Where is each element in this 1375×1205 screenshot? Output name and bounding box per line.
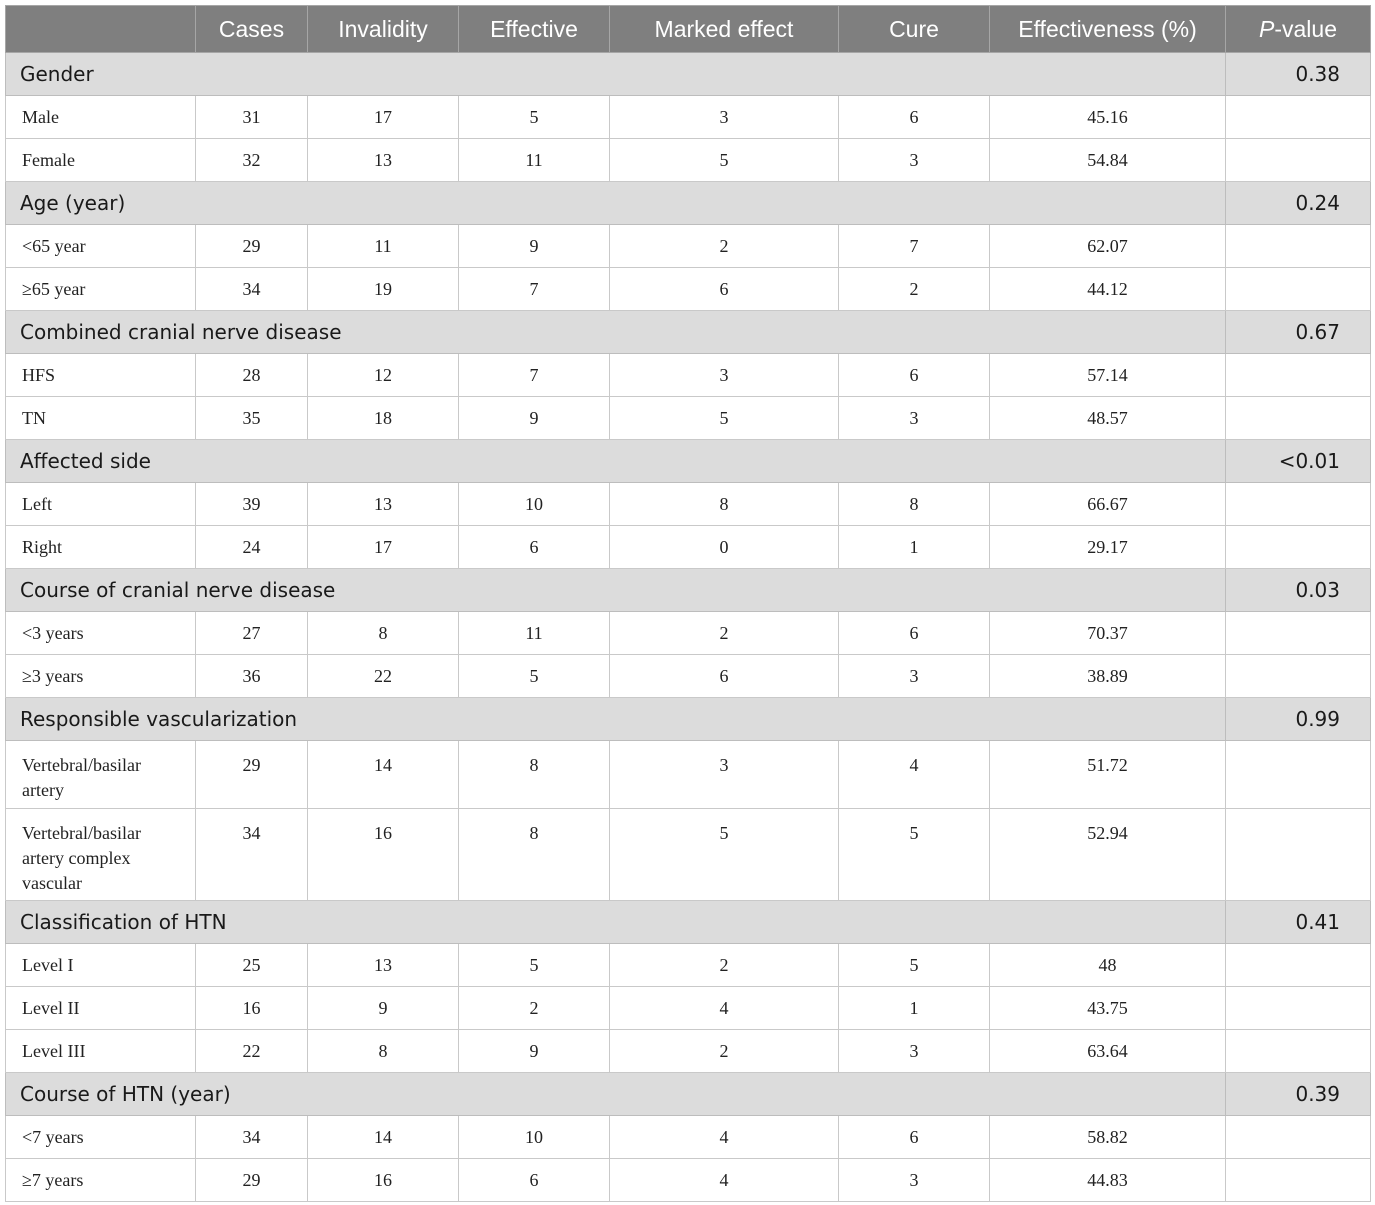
table-cell: 6 — [459, 526, 610, 569]
table-row — [6, 987, 1371, 1030]
row-label: Right — [6, 526, 196, 569]
table-cell-empty — [1226, 1159, 1371, 1202]
table-cell: 11 — [308, 225, 459, 268]
table-cell: 8 — [459, 809, 610, 901]
section-label: Gender — [6, 53, 1226, 96]
table-cell: 39 — [196, 483, 308, 526]
header-cell-p-value — [1226, 6, 1371, 53]
section-row — [6, 311, 1371, 354]
table-cell: 5 — [459, 944, 610, 987]
table-cell: 18 — [308, 397, 459, 440]
table-cell: 8 — [308, 612, 459, 655]
table-cell: 3 — [610, 96, 839, 139]
table-cell: 13 — [308, 483, 459, 526]
table-cell: 9 — [459, 225, 610, 268]
table-cell: 8 — [459, 741, 610, 809]
section-row — [6, 569, 1371, 612]
section-label: Affected side — [6, 440, 1226, 483]
table-cell: 5 — [839, 944, 990, 987]
table-cell: 3 — [610, 354, 839, 397]
table-cell: 29.17 — [990, 526, 1226, 569]
table-cell-empty — [1226, 655, 1371, 698]
section-p-value: 0.03 — [1226, 569, 1371, 612]
table-cell: 6 — [839, 96, 990, 139]
section-p-value: 0.41 — [1226, 901, 1371, 944]
table-row — [6, 225, 1371, 268]
table-cell-empty — [1226, 354, 1371, 397]
table-row — [6, 1116, 1371, 1159]
header-cell-invalidity: Invalidity — [308, 6, 459, 53]
table-cell: 14 — [308, 741, 459, 809]
table-cell: 48.57 — [990, 397, 1226, 440]
table-cell-empty — [1226, 483, 1371, 526]
table-cell: 6 — [839, 1116, 990, 1159]
header-cell-cases: Cases — [196, 6, 308, 53]
row-label: Female — [6, 139, 196, 182]
section-row — [6, 440, 1371, 483]
table-cell: 58.82 — [990, 1116, 1226, 1159]
table-cell: 29 — [196, 741, 308, 809]
table-cell: 3 — [839, 1159, 990, 1202]
table-cell: 44.12 — [990, 268, 1226, 311]
table-cell: 22 — [196, 1030, 308, 1073]
row-label: Level I — [6, 944, 196, 987]
table-cell: 34 — [196, 268, 308, 311]
table-cell: 57.14 — [990, 354, 1226, 397]
table-cell-empty — [1226, 225, 1371, 268]
table-container — [5, 5, 1370, 1202]
table-cell: 19 — [308, 268, 459, 311]
table-cell-empty — [1226, 987, 1371, 1030]
table-row — [6, 1159, 1371, 1202]
table-row — [6, 612, 1371, 655]
row-label: <7 years — [6, 1116, 196, 1159]
table-cell: 51.72 — [990, 741, 1226, 809]
table-cell: 17 — [308, 526, 459, 569]
table-cell: 11 — [459, 612, 610, 655]
table-row — [6, 397, 1371, 440]
table-cell: 5 — [459, 655, 610, 698]
row-label: Vertebral/basilar artery — [6, 741, 196, 809]
table-cell: 38.89 — [990, 655, 1226, 698]
table-cell: 24 — [196, 526, 308, 569]
table-row — [6, 526, 1371, 569]
table-cell: 34 — [196, 809, 308, 901]
row-label: Male — [6, 96, 196, 139]
table-cell: 22 — [308, 655, 459, 698]
table-cell: 52.94 — [990, 809, 1226, 901]
table-cell: 7 — [459, 268, 610, 311]
table-cell: 10 — [459, 483, 610, 526]
row-label: <65 year — [6, 225, 196, 268]
table-cell: 4 — [610, 987, 839, 1030]
table-cell: 70.37 — [990, 612, 1226, 655]
table-cell: 5 — [610, 139, 839, 182]
row-label: ≥7 years — [6, 1159, 196, 1202]
row-label: HFS — [6, 354, 196, 397]
p-italic: P — [1259, 15, 1275, 42]
table-cell: 2 — [610, 1030, 839, 1073]
table-cell: 27 — [196, 612, 308, 655]
table-cell: 25 — [196, 944, 308, 987]
table-cell-empty — [1226, 268, 1371, 311]
table-cell-empty — [1226, 944, 1371, 987]
table-cell: 62.07 — [990, 225, 1226, 268]
table-cell: 9 — [459, 397, 610, 440]
table-cell: 2 — [610, 944, 839, 987]
table-cell: 4 — [610, 1159, 839, 1202]
table-row — [6, 354, 1371, 397]
row-label: Vertebral/basilar artery complex vascular — [6, 809, 196, 901]
table-cell: 16 — [308, 1159, 459, 1202]
table-cell: 36 — [196, 655, 308, 698]
table-cell: 9 — [459, 1030, 610, 1073]
section-label: Combined cranial nerve disease — [6, 311, 1226, 354]
section-p-value: 0.39 — [1226, 1073, 1371, 1116]
table-cell: 3 — [610, 741, 839, 809]
section-row — [6, 1073, 1371, 1116]
table-row — [6, 268, 1371, 311]
table-cell: 66.67 — [990, 483, 1226, 526]
section-label: Age (year) — [6, 182, 1226, 225]
section-p-value: 0.99 — [1226, 698, 1371, 741]
table-cell: 8 — [308, 1030, 459, 1073]
section-p-value: <0.01 — [1226, 440, 1371, 483]
section-p-value: 0.38 — [1226, 53, 1371, 96]
table-row — [6, 1030, 1371, 1073]
table-cell: 7 — [839, 225, 990, 268]
section-row — [6, 182, 1371, 225]
table-cell-empty — [1226, 1030, 1371, 1073]
header-cell-effectiveness: Effectiveness (%) — [990, 6, 1226, 53]
table-cell: 13 — [308, 944, 459, 987]
row-label: ≥3 years — [6, 655, 196, 698]
table-cell: 29 — [196, 1159, 308, 1202]
table-cell: 16 — [196, 987, 308, 1030]
section-row — [6, 698, 1371, 741]
table-cell: 4 — [610, 1116, 839, 1159]
row-label: <3 years — [6, 612, 196, 655]
table-cell: 63.64 — [990, 1030, 1226, 1073]
table-cell: 29 — [196, 225, 308, 268]
p-rest: -value — [1274, 15, 1337, 42]
table-cell: 2 — [839, 268, 990, 311]
header-cell-blank — [6, 6, 196, 53]
table-cell: 45.16 — [990, 96, 1226, 139]
row-label: Left — [6, 483, 196, 526]
table-cell-empty — [1226, 741, 1371, 809]
table-cell-empty — [1226, 96, 1371, 139]
table-row — [6, 741, 1371, 809]
row-label: ≥65 year — [6, 268, 196, 311]
table-cell: 16 — [308, 809, 459, 901]
table-cell: 5 — [459, 96, 610, 139]
table-row — [6, 809, 1371, 901]
table-cell-empty — [1226, 139, 1371, 182]
table-cell: 3 — [839, 1030, 990, 1073]
row-label: Level II — [6, 987, 196, 1030]
header-cell-effective: Effective — [459, 6, 610, 53]
table-cell: 17 — [308, 96, 459, 139]
table-row — [6, 483, 1371, 526]
table-cell: 34 — [196, 1116, 308, 1159]
table-cell: 2 — [610, 612, 839, 655]
table-cell: 44.83 — [990, 1159, 1226, 1202]
section-p-value: 0.24 — [1226, 182, 1371, 225]
section-label: Responsible vascularization — [6, 698, 1226, 741]
section-row — [6, 53, 1371, 96]
table-cell: 54.84 — [990, 139, 1226, 182]
table-cell: 32 — [196, 139, 308, 182]
table-cell: 6 — [839, 354, 990, 397]
table-row — [6, 944, 1371, 987]
table-cell: 5 — [610, 809, 839, 901]
table-cell: 1 — [839, 526, 990, 569]
table-cell: 43.75 — [990, 987, 1226, 1030]
section-label: Course of cranial nerve disease — [6, 569, 1226, 612]
table-cell: 28 — [196, 354, 308, 397]
table-cell: 12 — [308, 354, 459, 397]
section-p-value: 0.67 — [1226, 311, 1371, 354]
table-cell-empty — [1226, 397, 1371, 440]
header-cell-cure: Cure — [839, 6, 990, 53]
header-row — [6, 6, 1371, 53]
row-label: Level III — [6, 1030, 196, 1073]
table-cell: 6 — [459, 1159, 610, 1202]
table-cell: 0 — [610, 526, 839, 569]
table-cell: 1 — [839, 987, 990, 1030]
section-label: Course of HTN (year) — [6, 1073, 1226, 1116]
table-cell: 3 — [839, 139, 990, 182]
table-cell: 35 — [196, 397, 308, 440]
header-cell-marked-effect: Marked effect — [610, 6, 839, 53]
results-table — [5, 5, 1371, 1202]
table-cell: 5 — [610, 397, 839, 440]
table-cell: 6 — [610, 655, 839, 698]
table-cell: 5 — [839, 809, 990, 901]
table-cell: 8 — [610, 483, 839, 526]
table-cell-empty — [1226, 1116, 1371, 1159]
table-cell: 2 — [610, 225, 839, 268]
table-cell: 14 — [308, 1116, 459, 1159]
table-cell: 11 — [459, 139, 610, 182]
table-body — [6, 53, 1371, 1202]
table-cell: 2 — [459, 987, 610, 1030]
table-cell-empty — [1226, 526, 1371, 569]
table-row — [6, 139, 1371, 182]
table-cell-empty — [1226, 809, 1371, 901]
table-cell: 10 — [459, 1116, 610, 1159]
table-row — [6, 96, 1371, 139]
row-label: TN — [6, 397, 196, 440]
table-row — [6, 655, 1371, 698]
section-row — [6, 901, 1371, 944]
table-cell: 3 — [839, 655, 990, 698]
table-cell: 7 — [459, 354, 610, 397]
table-cell: 4 — [839, 741, 990, 809]
table-cell-empty — [1226, 612, 1371, 655]
table-cell: 3 — [839, 397, 990, 440]
table-cell: 48 — [990, 944, 1226, 987]
table-cell: 6 — [610, 268, 839, 311]
table-cell: 31 — [196, 96, 308, 139]
table-cell: 6 — [839, 612, 990, 655]
table-cell: 8 — [839, 483, 990, 526]
table-cell: 9 — [308, 987, 459, 1030]
table-cell: 13 — [308, 139, 459, 182]
section-label: Classification of HTN — [6, 901, 1226, 944]
